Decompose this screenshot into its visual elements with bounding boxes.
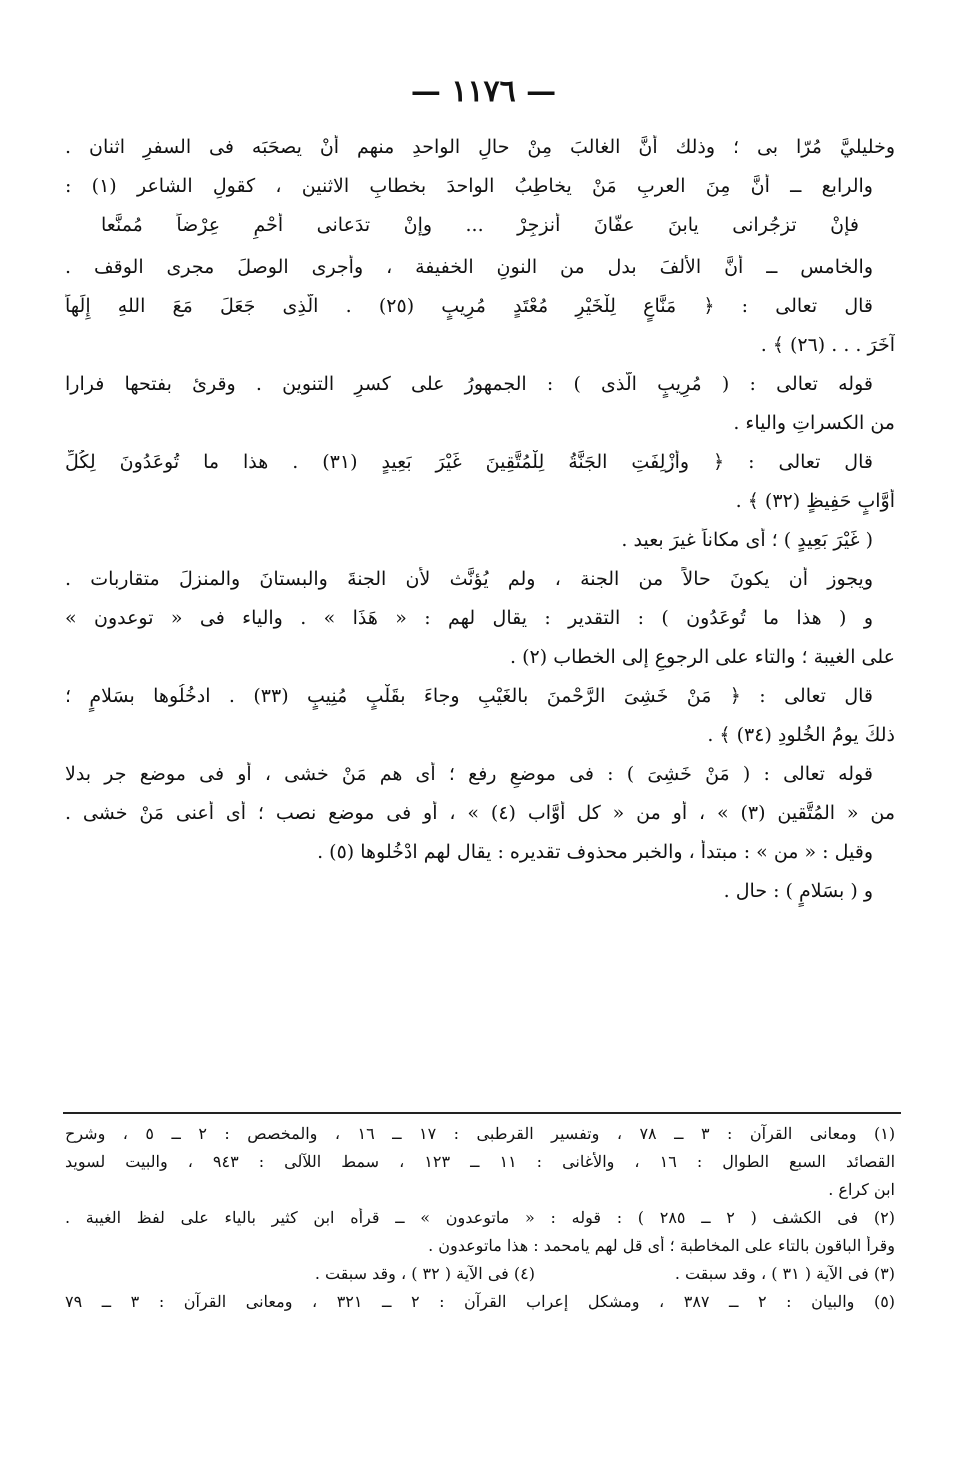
footnote-line [65, 1264, 895, 1292]
text-line: على الغيبة ؛ والتاء على الرجوعِ إلى الخطاب (٢) . [510, 646, 895, 668]
footnote-line: (٥) والبيان : ٢ ــ ٣٨٧ ، ومشكل إعراب القرآن : ٢ ــ ٣٢١ ، ومعانى القرآن : ٣ ــ ٧٩ [65, 1292, 895, 1311]
text-line: وقيل : « من » : مبتدأ ، والخبر محذوف تقديره : يقال لهم ادْخُلوها (٥) . [317, 841, 873, 863]
text-line: والرابع ــ أنَّ مِنَ العربِ مَنْ يخاطِبُ الواحدَ بخطابِ الاثنين ، كقولِ الشاعر (١) : [65, 175, 873, 197]
text-line: قوله تعالى : ( مُرِيبٍ الَّذى ) : الجمهورُ على كسرِ التنوين . وقرئ بفتحها فرارا [65, 373, 873, 395]
quran-verse-line: ذلكَ يومُ الخُلودِ (٣٤) ﴾ . [707, 724, 895, 746]
text-line: و ( هذا ما تُوعَدُون ) : التقدير : يقال لهم : « هَذَا » . والياء فى « توعدون » [65, 607, 873, 629]
footnote-item: (٣) فى الآية ( ٣١ ) ، وقد سبقت . [674, 1264, 895, 1283]
footnote-line: ابن كراع . [828, 1180, 895, 1199]
text-line: ويجوز أن يكونَ حالاً من الجنة ، ولم يُؤنَّث لأن الجنةَ والبستانَ والمنزلَ متقاربات . [65, 568, 873, 590]
text-line: قوله تعالى : ( مَنْ خَشِىَ ) : فى موضعِ رفع ؛ أى هم مَنْ خشى ، أو فى موضع جر بدلا [65, 763, 873, 785]
quran-verse-line: قال تعالى : ﴿ مَنَّاعٍ لِلْخَيْرِ مُعْتَدٍ مُرِيبٍ (٢٥) . الَّذِى جَعَلَ مَعَ اللهِ إِلَهاً [65, 295, 873, 317]
footnote-item: (٤) فى الآية ( ٣٢ ) ، وقد سبقت . [314, 1264, 535, 1283]
text-line: والخامس ــ أنَّ الألفَ بدل من النونِ الخفيفة ، وأجرى الوصلَ مجرى الوقف . [65, 256, 873, 278]
text-line: ( غَيْرَ بَعِيدٍ ) ؛ أى مكاناً غيرَ بعيد . [621, 529, 873, 551]
text-line: وخليليَّ مُرّا بى ؛ وذلك أنَّ الغالبَ مِنْ حالِ الواحدِ منهم أنْ يصحَبَه فى السفرِ اثنان . [65, 136, 895, 158]
footnote-line: (٢) فى الكشف ( ٢ ــ ٢٨٥ ) : قوله : « ماتوعدون » ــ قرأه ابن كثير بالياء على لفظ الغيبة . [65, 1208, 895, 1227]
quran-verse-line: قال تعالى : ﴿ مَنْ خَشِىَ الرَّحْمنَ بالغَيْبِ وجاءَ بقَلْبٍ مُنِيبٍ (٣٣) . ادخُلُوها بسَلامٍ ؛ [65, 685, 874, 707]
quran-verse-line: آخَرَ . . . (٢٦) ﴾ . [760, 334, 895, 356]
footnote-line: وقرأ الباقون بالتاء على المخاطبة ؛ أى قل لهم يامحمد : هذا ماتوعدون . [428, 1236, 895, 1255]
quran-verse-line: أَوَّابٍ حَفِيظٍ (٣٢) ﴾ . [735, 490, 895, 512]
poetry-verse: فإنْ تزجُرانى يابنَ عفّانَ أنزجِرْ ... وإنْ تدَعانى أحْمِ عِرْضاً مُمنَّعا [101, 214, 859, 236]
footnotes [65, 1124, 895, 1320]
footnote-line: القصائد السبع الطوال : ١٦ ، والأغانى : ١١ ــ ١٢٣ ، سمط اللآلى : ٩٤٣ ، والبيت لسويد [65, 1152, 895, 1171]
text-line: من الكسراتِ والياء . [733, 412, 895, 434]
quran-verse-line: قال تعالى : ﴿ وأُزْلِفَتِ الجَنَّةُ لِلْمُتَّقِينَ غَيْرَ بَعِيدٍ (٣١) . هذا ما تُوعَدُونَ لِكُلِّ [65, 451, 873, 473]
main-text [65, 135, 895, 918]
page-number: — ١١٧٦ — [410, 74, 557, 109]
footnote-separator [63, 1112, 901, 1114]
text-line: من « المُتَّقين (٣) » ، أو من « كل أوَّاب (٤) » ، أو فى موضع نصب ؛ أى أعنى مَنْ خشى . [65, 802, 895, 824]
text-line: و ( بسَلامٍ ) : حال . [723, 880, 873, 902]
footnote-line: (١) ومعانى القرآن : ٣ ــ ٧٨ ، وتفسير القرطبى : ١٧ ــ ١٦ ، والمخصص : ٢ ــ ٥ ، وشرح [65, 1124, 895, 1143]
